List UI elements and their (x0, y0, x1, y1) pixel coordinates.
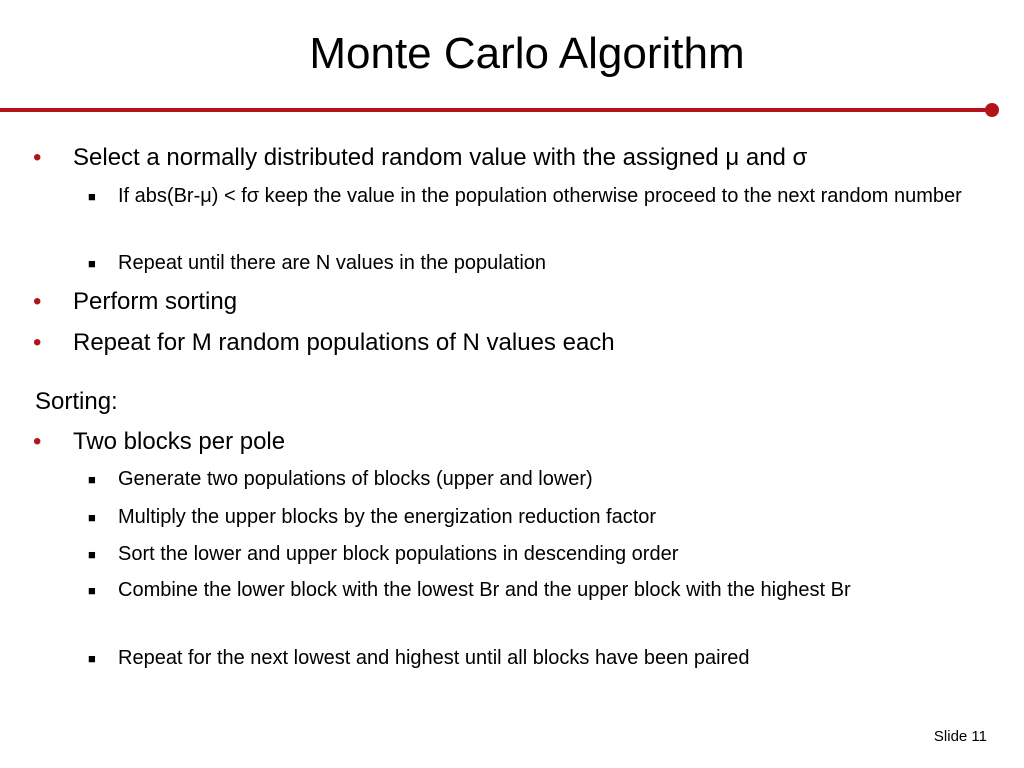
bullet-dot-icon: • (33, 329, 42, 356)
bullet-dot-icon: • (33, 288, 42, 315)
slide-title: Monte Carlo Algorithm (309, 29, 745, 78)
sub-bullet-text: Combine the lower block with the lowest Br and the upper block with the highest Br (118, 579, 851, 601)
square-bullet-icon: ■ (88, 651, 96, 666)
bullet-item (33, 328, 1003, 358)
square-bullet-icon: ■ (88, 547, 96, 562)
sub-bullet-item (88, 465, 988, 494)
sub-bullet-item (88, 576, 988, 605)
sub-bullet-text: If abs(Br-μ) < fσ keep the value in the population otherwise proceed to the next random number (118, 185, 962, 207)
slide-number: Slide 11 (933, 728, 987, 745)
title-divider (0, 108, 986, 112)
bullet-text: Two blocks per pole (73, 428, 286, 455)
sub-bullet-text: Repeat for the next lowest and highest until all blocks have been paired (118, 647, 750, 669)
square-bullet-icon: ■ (88, 189, 96, 204)
bullet-dot-icon: • (33, 144, 42, 171)
sub-bullet-item (88, 182, 988, 211)
bullet-item (33, 287, 1003, 317)
sub-bullet-text: Generate two populations of blocks (upper and lower) (118, 468, 593, 490)
bullet-item (33, 143, 1003, 173)
sub-bullet-text: Sort the lower and upper block populations in descending order (118, 543, 679, 565)
sub-bullet-item (88, 249, 988, 278)
sorting-heading: Sorting: (35, 388, 118, 415)
square-bullet-icon: ■ (88, 472, 96, 487)
square-bullet-icon: ■ (88, 583, 96, 598)
sub-bullet-item (88, 503, 988, 532)
sub-bullet-item (88, 644, 988, 673)
square-bullet-icon: ■ (88, 256, 96, 271)
sub-bullet-text: Multiply the upper blocks by the energization reduction factor (118, 506, 657, 528)
sub-bullet-item (88, 540, 988, 569)
divider-end-dot (985, 103, 999, 117)
bullet-text: Repeat for M random populations of N values each (73, 329, 615, 356)
square-bullet-icon: ■ (88, 510, 96, 525)
sub-bullet-text: Repeat until there are N values in the population (118, 252, 547, 274)
bullet-text: Select a normally distributed random value with the assigned μ and σ (73, 144, 808, 171)
bullet-dot-icon: • (33, 428, 42, 455)
bullet-text: Perform sorting (73, 288, 238, 315)
bullet-item (33, 427, 1003, 457)
